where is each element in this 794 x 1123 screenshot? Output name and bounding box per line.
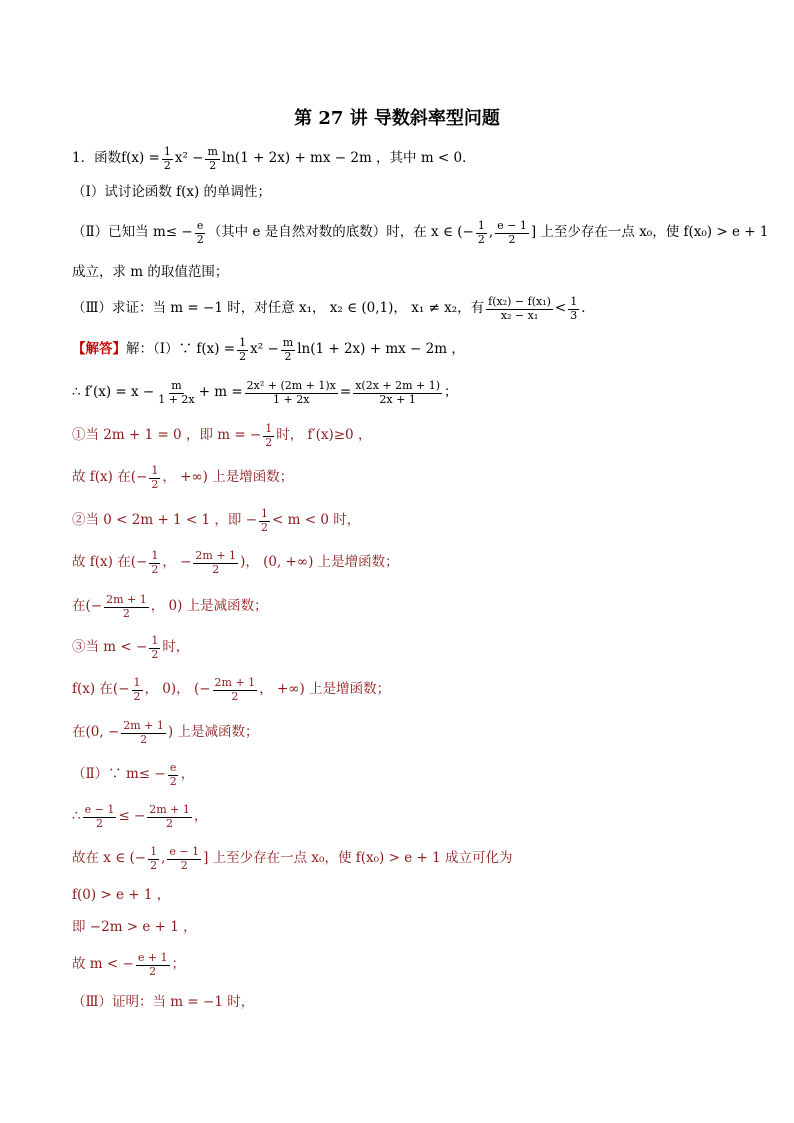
text: ，: [193, 808, 208, 825]
numerator: 1: [477, 219, 485, 233]
fraction: [245, 380, 338, 405]
solution-line-7: [72, 594, 752, 620]
text: 故 m < −: [72, 956, 134, 973]
text: ln(1 + 2x) + mx − 2m ，: [297, 341, 465, 358]
text: （Ⅱ）∵ m≤ −: [72, 766, 166, 783]
numerator: e − 1: [84, 803, 115, 817]
denominator: 2: [133, 689, 141, 703]
denominator: 2: [477, 232, 485, 246]
fraction: [568, 296, 579, 321]
numerator: 1: [151, 634, 159, 648]
text: 时， f′(x)≥0 ，: [276, 427, 372, 444]
denominator: 2: [508, 232, 516, 246]
numerator: e + 1: [137, 951, 168, 965]
text: ,: [161, 850, 166, 867]
fraction: [213, 677, 258, 702]
numerator: e − 1: [497, 219, 527, 233]
numerator: 2m + 1: [123, 719, 164, 733]
denominator: 2: [151, 477, 159, 491]
fraction: [149, 465, 160, 490]
solution-line-16: [72, 952, 752, 978]
text: 1．函数: [72, 150, 122, 167]
text: 解：（Ⅰ）∵ f(x) =: [126, 341, 236, 358]
numerator: e: [169, 761, 177, 775]
fraction: [193, 550, 238, 575]
denominator: 2: [239, 349, 247, 363]
denominator: 2: [209, 158, 217, 172]
denominator: 2: [196, 232, 204, 246]
text: ] 上至少存在一点 x₀，使 f(x₀) > e + 1: [530, 224, 769, 241]
text: ln(1 + 2x) + mx − 2m ，其中 m < 0．: [221, 150, 476, 167]
numerator: 2m + 1: [214, 676, 256, 690]
fraction: [259, 508, 270, 533]
numerator: e − 1: [169, 845, 200, 859]
problem-line-4: [72, 260, 752, 286]
fraction: [353, 380, 442, 405]
numerator: 1: [151, 464, 159, 478]
solution-line-15: [72, 915, 752, 941]
text: ， 0) 上是减函数；: [150, 598, 268, 615]
text: ③当 m < −: [72, 639, 148, 656]
fraction: [121, 720, 166, 745]
numerator: 1: [151, 549, 159, 563]
text: + m =: [198, 384, 243, 401]
denominator: 2: [180, 858, 188, 872]
text: ， −: [162, 554, 192, 571]
text: ] 上至少存在一点 x₀，使 f(x₀) > e + 1 成立可化为: [203, 850, 513, 867]
fraction: [168, 762, 179, 787]
denominator: 2: [265, 435, 273, 449]
denominator: 2: [231, 689, 239, 703]
text: ≤ −: [118, 808, 146, 825]
text: 时，: [162, 639, 190, 656]
numerator: m: [282, 336, 294, 350]
text: 故 f(x) 在(−: [72, 469, 148, 486]
denominator: 2: [150, 858, 158, 872]
numerator: x(2x + 2m + 1): [355, 379, 441, 393]
numerator: 1: [150, 845, 158, 859]
fraction: [263, 423, 274, 448]
text: （Ⅰ）试讨论函数 f(x) 的单调性；: [72, 184, 272, 201]
numerator: f(x₂) − f(x₁): [488, 295, 551, 309]
text: ， +∞) 上是增函数；: [162, 469, 294, 486]
text: 成立，求 m 的取值范围；: [72, 264, 229, 281]
solution-line-9: [72, 677, 752, 703]
text: =: [339, 384, 352, 401]
numerator: 2m + 1: [149, 803, 190, 817]
numerator: e: [196, 219, 204, 233]
denominator: 2: [284, 349, 292, 363]
solution-line-1: [72, 337, 752, 363]
numerator: 1: [239, 336, 247, 350]
text: <: [554, 300, 567, 317]
text: ①当 2m + 1 = 0 ，即 m = −: [72, 427, 262, 444]
solution-line-6: [72, 550, 752, 576]
numerator: m: [171, 379, 182, 393]
text: 即 −2m > e + 1 ，: [72, 919, 197, 936]
denominator: 1 + 2x: [158, 392, 195, 406]
text: )， (0, +∞) 上是增函数；: [240, 554, 399, 571]
denominator: 2: [212, 562, 220, 576]
numerator: 2m + 1: [106, 593, 147, 607]
solution-line-3: [72, 423, 752, 449]
problem-line-1: [72, 146, 752, 172]
text: ， +∞) 上是增函数；: [259, 681, 391, 698]
fraction: [281, 337, 295, 362]
fraction: [132, 677, 143, 702]
text: 故 f(x) 在(−: [72, 554, 148, 571]
problem-line-3: [72, 219, 769, 246]
solution-line-17: [72, 990, 752, 1016]
denominator: 2: [151, 562, 159, 576]
solution-line-13: [72, 846, 752, 872]
text: ；: [444, 384, 458, 401]
fraction: [148, 846, 159, 871]
denominator: 2: [149, 964, 157, 978]
text: ②当 0 < 2m + 1 < 1 ，即 −: [72, 512, 258, 529]
text: ,: [488, 224, 494, 241]
denominator: 3: [570, 308, 578, 322]
fraction: [136, 952, 170, 977]
text: 故在 x ∈ (−: [72, 850, 147, 867]
numerator: 2m + 1: [195, 549, 237, 563]
solution-line-8: [72, 635, 752, 661]
solution-line-11: [72, 762, 752, 788]
fraction: [495, 220, 529, 245]
text: ∴ f′(x) = x −: [72, 384, 155, 401]
numerator: 2x² + (2m + 1)x: [246, 379, 336, 393]
fraction: [167, 846, 201, 871]
text: x² −: [174, 150, 204, 167]
text: （Ⅲ）证明：当 m = −1 时，: [72, 994, 255, 1011]
text: f(x) =: [121, 150, 160, 167]
denominator: x₂ − x₁: [500, 308, 539, 322]
text: （Ⅲ）求证：当 m = −1 时，对任意 x₁， x₂ ∈ (0,1)， x₁ ≠ x₂，有: [72, 300, 485, 317]
text: 在(−: [72, 598, 103, 615]
numerator: 1: [133, 676, 141, 690]
text: ；: [171, 956, 186, 973]
denominator: 2: [169, 774, 177, 788]
denominator: 2: [140, 732, 148, 746]
fraction: [162, 146, 173, 171]
denominator: 2: [166, 816, 174, 830]
numerator: 1: [265, 422, 273, 436]
text: （Ⅱ）已知当 m≤ −: [72, 224, 193, 241]
solution-line-10: [72, 720, 752, 746]
fraction: [486, 296, 553, 321]
fraction: [149, 635, 160, 660]
fraction: [237, 337, 248, 362]
text: f(0) > e + 1 ，: [72, 887, 171, 904]
numerator: 1: [163, 145, 171, 159]
fraction: [104, 594, 149, 619]
denominator: 2: [261, 520, 269, 534]
problem-line-5: [72, 296, 752, 322]
text: ∴: [72, 808, 81, 825]
fraction: [195, 220, 206, 245]
denominator: 2: [122, 606, 130, 620]
denominator: 2x + 1: [379, 392, 416, 406]
denominator: 2: [151, 647, 159, 661]
text: ，: [180, 766, 195, 783]
solution-line-4: [72, 465, 752, 491]
text: （其中 e 是自然对数的底数）时，在 x ∈ (−: [207, 224, 474, 241]
fraction: [83, 804, 117, 829]
solution-line-5: [72, 508, 752, 534]
text: ) 上是减函数；: [167, 724, 259, 741]
page-title: 第 27 讲 导数斜率型问题: [294, 108, 500, 129]
numerator: 1: [261, 507, 269, 521]
text: x² −: [250, 341, 279, 358]
denominator: 2: [163, 158, 171, 172]
fraction: [205, 146, 219, 171]
fraction: [147, 804, 192, 829]
solution-line-2: [72, 380, 752, 406]
solution-line-14: [72, 883, 752, 909]
fraction: [149, 550, 160, 575]
text: < m < 0 时，: [272, 512, 361, 529]
numerator: m: [207, 145, 218, 159]
denominator: 2: [95, 816, 103, 830]
denominator: 1 + 2x: [273, 392, 310, 406]
text: ， 0)， (−: [144, 681, 211, 698]
solution-line-12: [72, 804, 752, 830]
text: 在(0, −: [72, 724, 120, 741]
fraction: [156, 380, 196, 405]
text: ．: [581, 300, 595, 317]
numerator: 1: [570, 295, 578, 309]
answer-label: 【解答】: [72, 341, 126, 358]
fraction: [476, 220, 487, 245]
problem-line-2: [72, 180, 752, 206]
text: f(x) 在(−: [72, 681, 130, 698]
